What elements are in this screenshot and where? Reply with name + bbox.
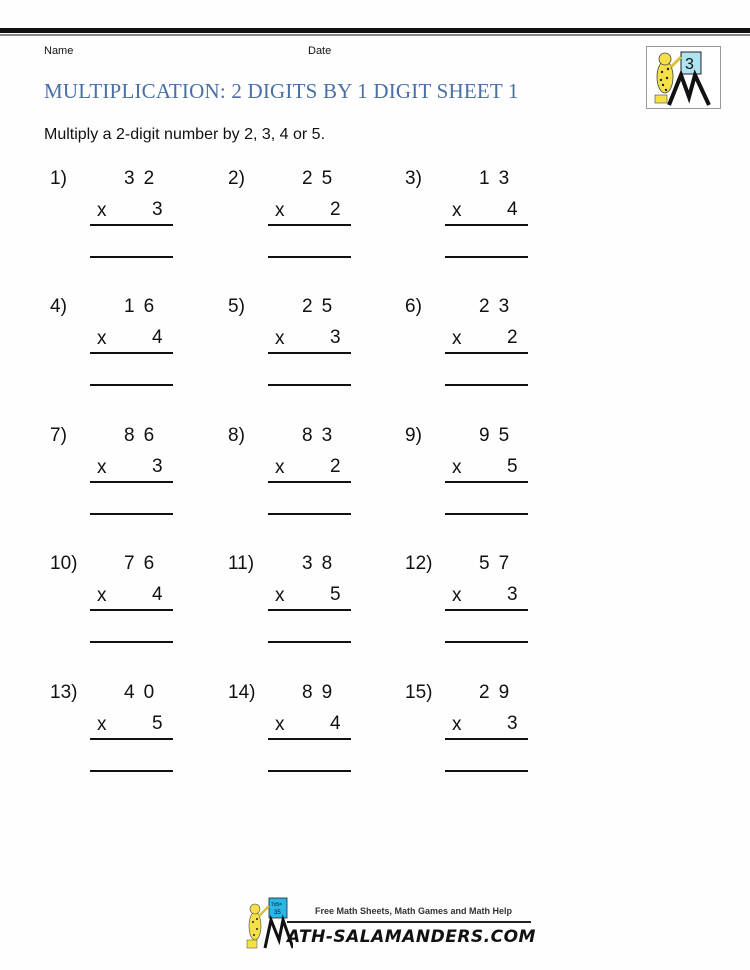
multiply-sign: x: [97, 328, 107, 349]
multiplicand: 25: [302, 296, 342, 317]
multiplier: 3: [152, 199, 163, 220]
answer-line[interactable]: [445, 641, 528, 643]
product-rule: [268, 481, 351, 483]
answer-line[interactable]: [90, 513, 173, 515]
answer-line[interactable]: [268, 770, 351, 772]
multiplicand: 32: [124, 168, 164, 189]
multiplier: 3: [507, 713, 518, 734]
product-rule: [445, 609, 528, 611]
multiplier: 3: [507, 584, 518, 605]
problem-number: 9): [405, 425, 422, 446]
multiplier: 2: [507, 327, 518, 348]
multiplicand: 13: [479, 168, 519, 189]
multiplicand: 29: [479, 682, 519, 703]
multiplicand: 40: [124, 682, 164, 703]
answer-line[interactable]: [90, 641, 173, 643]
multiplier: 3: [152, 456, 163, 477]
footer-rule: [287, 921, 531, 923]
product-rule: [90, 224, 173, 226]
product-rule: [268, 609, 351, 611]
product-rule: [268, 224, 351, 226]
footer-branding: [243, 896, 536, 952]
problem-1: [50, 168, 190, 278]
multiplicand: 83: [302, 425, 342, 446]
answer-line[interactable]: [445, 256, 528, 258]
multiplier: 5: [330, 584, 341, 605]
answer-line[interactable]: [268, 641, 351, 643]
salamander-easel-logo-icon: [243, 896, 293, 952]
multiplicand: 95: [479, 425, 519, 446]
page-title: MULTIPLICATION: 2 DIGITS BY 1 DIGIT SHEET 1: [44, 79, 519, 103]
multiplicand: 16: [124, 296, 164, 317]
problem-number: 6): [405, 296, 422, 317]
problem-5: [228, 296, 368, 406]
multiply-sign: x: [275, 200, 285, 221]
product-rule: [445, 481, 528, 483]
product-rule: [90, 352, 173, 354]
footer-site-name[interactable]: ATH-SALAMANDERS.COM: [287, 927, 536, 947]
problem-10: [50, 553, 190, 663]
multiply-sign: x: [97, 457, 107, 478]
product-rule: [268, 352, 351, 354]
product-rule: [90, 609, 173, 611]
problem-3: [405, 168, 545, 278]
top-rule: [0, 28, 750, 33]
problem-number: 10): [50, 553, 78, 574]
multiply-sign: x: [452, 457, 462, 478]
problem-number: 14): [228, 682, 256, 703]
answer-line[interactable]: [445, 770, 528, 772]
multiply-sign: x: [452, 328, 462, 349]
product-rule: [445, 224, 528, 226]
problem-number: 7): [50, 425, 67, 446]
problem-15: [405, 682, 545, 792]
multiply-sign: x: [452, 585, 462, 606]
problem-12: [405, 553, 545, 663]
problem-number: 11): [228, 553, 255, 574]
multiply-sign: x: [275, 328, 285, 349]
svg-text:35: 35: [274, 910, 281, 916]
problem-9: [405, 425, 545, 535]
answer-line[interactable]: [90, 770, 173, 772]
problem-11: [228, 553, 368, 663]
multiplier: 5: [152, 713, 163, 734]
answer-line[interactable]: [90, 256, 173, 258]
product-rule: [90, 738, 173, 740]
multiplier: 4: [152, 327, 163, 348]
problem-number: 4): [50, 296, 67, 317]
multiply-sign: x: [452, 714, 462, 735]
instructions: Multiply a 2-digit number by 2, 3, 4 or 5.: [44, 126, 326, 143]
multiply-sign: x: [275, 457, 285, 478]
problem-8: [228, 425, 368, 535]
multiplier: 2: [330, 199, 341, 220]
product-rule: [445, 352, 528, 354]
multiply-sign: x: [97, 585, 107, 606]
problem-14: [228, 682, 368, 792]
problem-7: [50, 425, 190, 535]
answer-line[interactable]: [268, 384, 351, 386]
multiplicand: 23: [479, 296, 519, 317]
problem-4: [50, 296, 190, 406]
problem-number: 12): [405, 553, 433, 574]
problem-number: 5): [228, 296, 245, 317]
problem-number: 15): [405, 682, 433, 703]
name-label: Name: [44, 45, 74, 57]
problem-2: [228, 168, 368, 278]
multiply-sign: x: [97, 714, 107, 735]
multiplicand: 76: [124, 553, 164, 574]
product-rule: [90, 481, 173, 483]
answer-line[interactable]: [268, 513, 351, 515]
multiplier: 5: [507, 456, 518, 477]
multiply-sign: x: [275, 585, 285, 606]
answer-line[interactable]: [445, 384, 528, 386]
multiplicand: 25: [302, 168, 342, 189]
problem-number: 2): [228, 168, 245, 189]
multiplier: 4: [330, 713, 341, 734]
multiplicand: 57: [479, 553, 519, 574]
multiplier: 3: [330, 327, 341, 348]
product-rule: [268, 738, 351, 740]
answer-line[interactable]: [268, 256, 351, 258]
svg-text:7x5=: 7x5=: [271, 902, 282, 908]
top-rule-secondary: [0, 34, 750, 36]
multiplicand: 38: [302, 553, 342, 574]
multiplier: 2: [330, 456, 341, 477]
multiplicand: 86: [124, 425, 164, 446]
problem-number: 1): [50, 168, 67, 189]
multiplicand: 89: [302, 682, 342, 703]
svg-text:3: 3: [685, 56, 694, 73]
salamander-easel-logo-icon: [646, 46, 721, 109]
answer-line[interactable]: [445, 513, 528, 515]
date-label: Date: [308, 45, 332, 57]
problem-number: 8): [228, 425, 245, 446]
product-rule: [445, 738, 528, 740]
multiplier: 4: [152, 584, 163, 605]
multiply-sign: x: [452, 200, 462, 221]
multiply-sign: x: [97, 200, 107, 221]
answer-line[interactable]: [90, 384, 173, 386]
problem-6: [405, 296, 545, 406]
problem-number: 3): [405, 168, 422, 189]
problem-13: [50, 682, 190, 792]
footer-tagline: Free Math Sheets, Math Games and Math Help: [315, 906, 513, 916]
problem-number: 13): [50, 682, 78, 703]
multiplier: 4: [507, 199, 518, 220]
multiply-sign: x: [275, 714, 285, 735]
